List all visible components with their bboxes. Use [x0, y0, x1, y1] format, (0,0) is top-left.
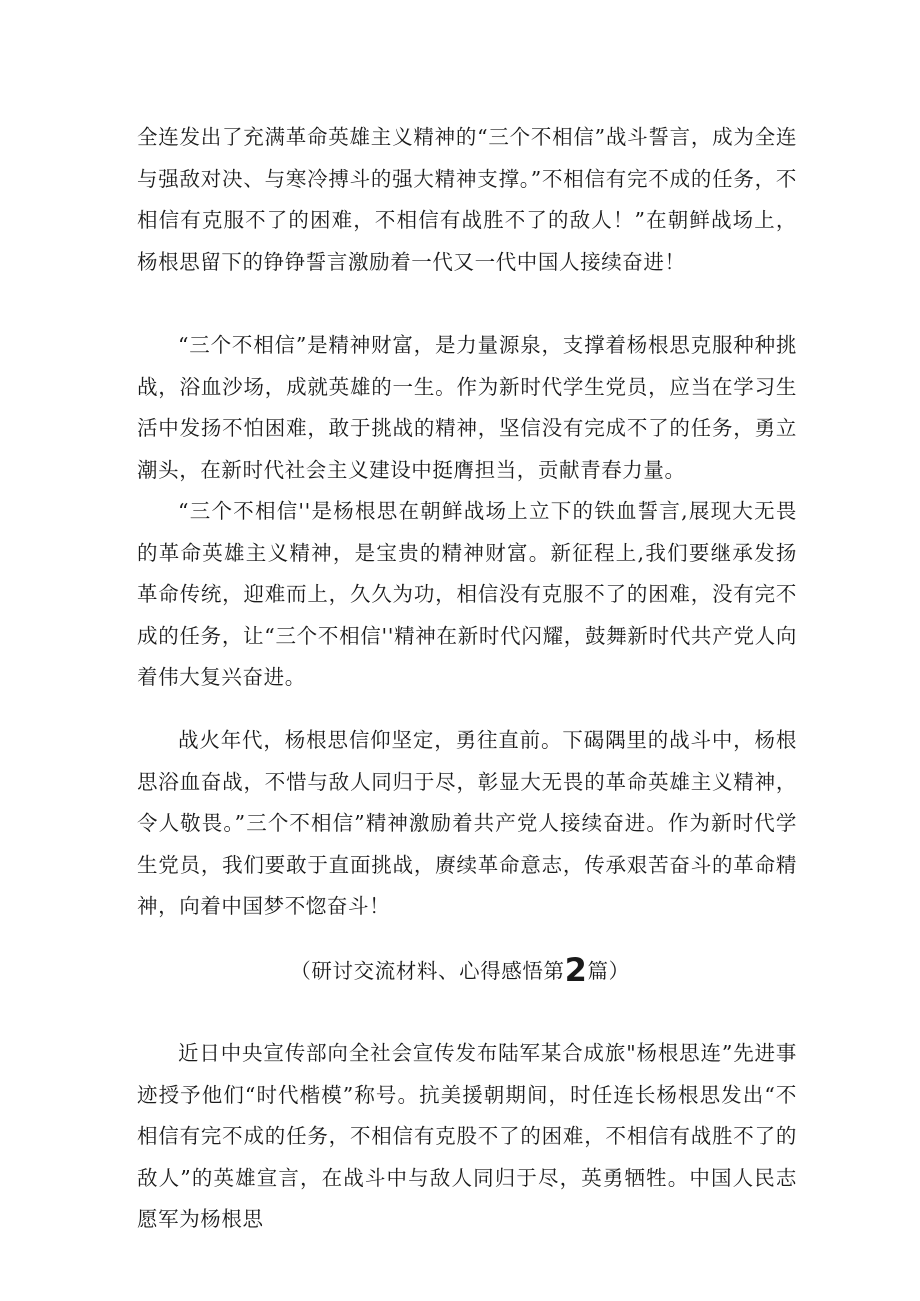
paragraph-4: 战火年代，杨根思信仰坚定，勇往直前。下碣隅里的战斗中，杨根思浴血奋战，不惜与敌人同归于尽，彰显大无畏的革命英雄主义精神，令人敬畏。”三个不相信”精神激励着共产党人接续奋进。作为新时代学生党员，我们要敢于直面挑战，赓续革命意志，传承艰苦奋斗的革命精神，向着中国梦不惚奋斗！	[137, 728, 797, 918]
paragraph-5: 近日中央宣传部向全社会宣传发布陆军某合成旅"杨根思连”先进事迹授予他们“时代楷模”称号。抗美援朝期间，时任连长杨根思发出“不相信有完不成的任务，不相信有克股不了的困难，不相信有战胜不了的敌人”的英雄宣言，在战斗中与敌人同归于尽，英勇牺牲。中国人民志愿军为杨根思	[137, 1041, 797, 1231]
section-heading-suffix: 篇）	[587, 959, 630, 983]
section-heading-number: 2	[564, 951, 588, 989]
paragraph-3: “三个不相信''是杨根思在朝鲜战场上立下的铁血誓言,展现大无畏的革命英雄主义精神，是宝贵的精神财富。新征程上,我们要继承发扬革命传统，迎难而上，久久为功，相信没有克服不了的困难，没有完不成的任务，让“三个不相信''精神在新时代闪耀，鼓舞新时代共产党人向着伟大复兴奋进。	[137, 499, 797, 689]
section-heading	[0, 950, 920, 992]
section-heading-prefix: （研讨交流材料、心得感悟第	[290, 959, 565, 983]
paragraph-1: 全连发出了充满革命英雄主义精神的“三个不相信”战斗誓言，成为全连与强敌对决、与寒冷搏斗的强大精神支撑。”不相信有完不成的任务，不相信有克服不了的困难，不相信有战胜不了的敌人！”在朝鲜战场上，杨根思留下的铮铮誓言激励着一代又一代中国人接续奋进！	[137, 125, 797, 274]
paragraph-2: “三个不相信”是精神财富，是力量源泉，支撑着杨根思克服种种挑战，浴血沙场，成就英雄的一生。作为新时代学生党员，应当在学习生活中发扬不怕困难，敢于挑战的精神，坚信没有完成不了的任务，勇立潮头，在新时代社会主义建设中挺膺担当，贡献青春力量。	[137, 333, 797, 482]
